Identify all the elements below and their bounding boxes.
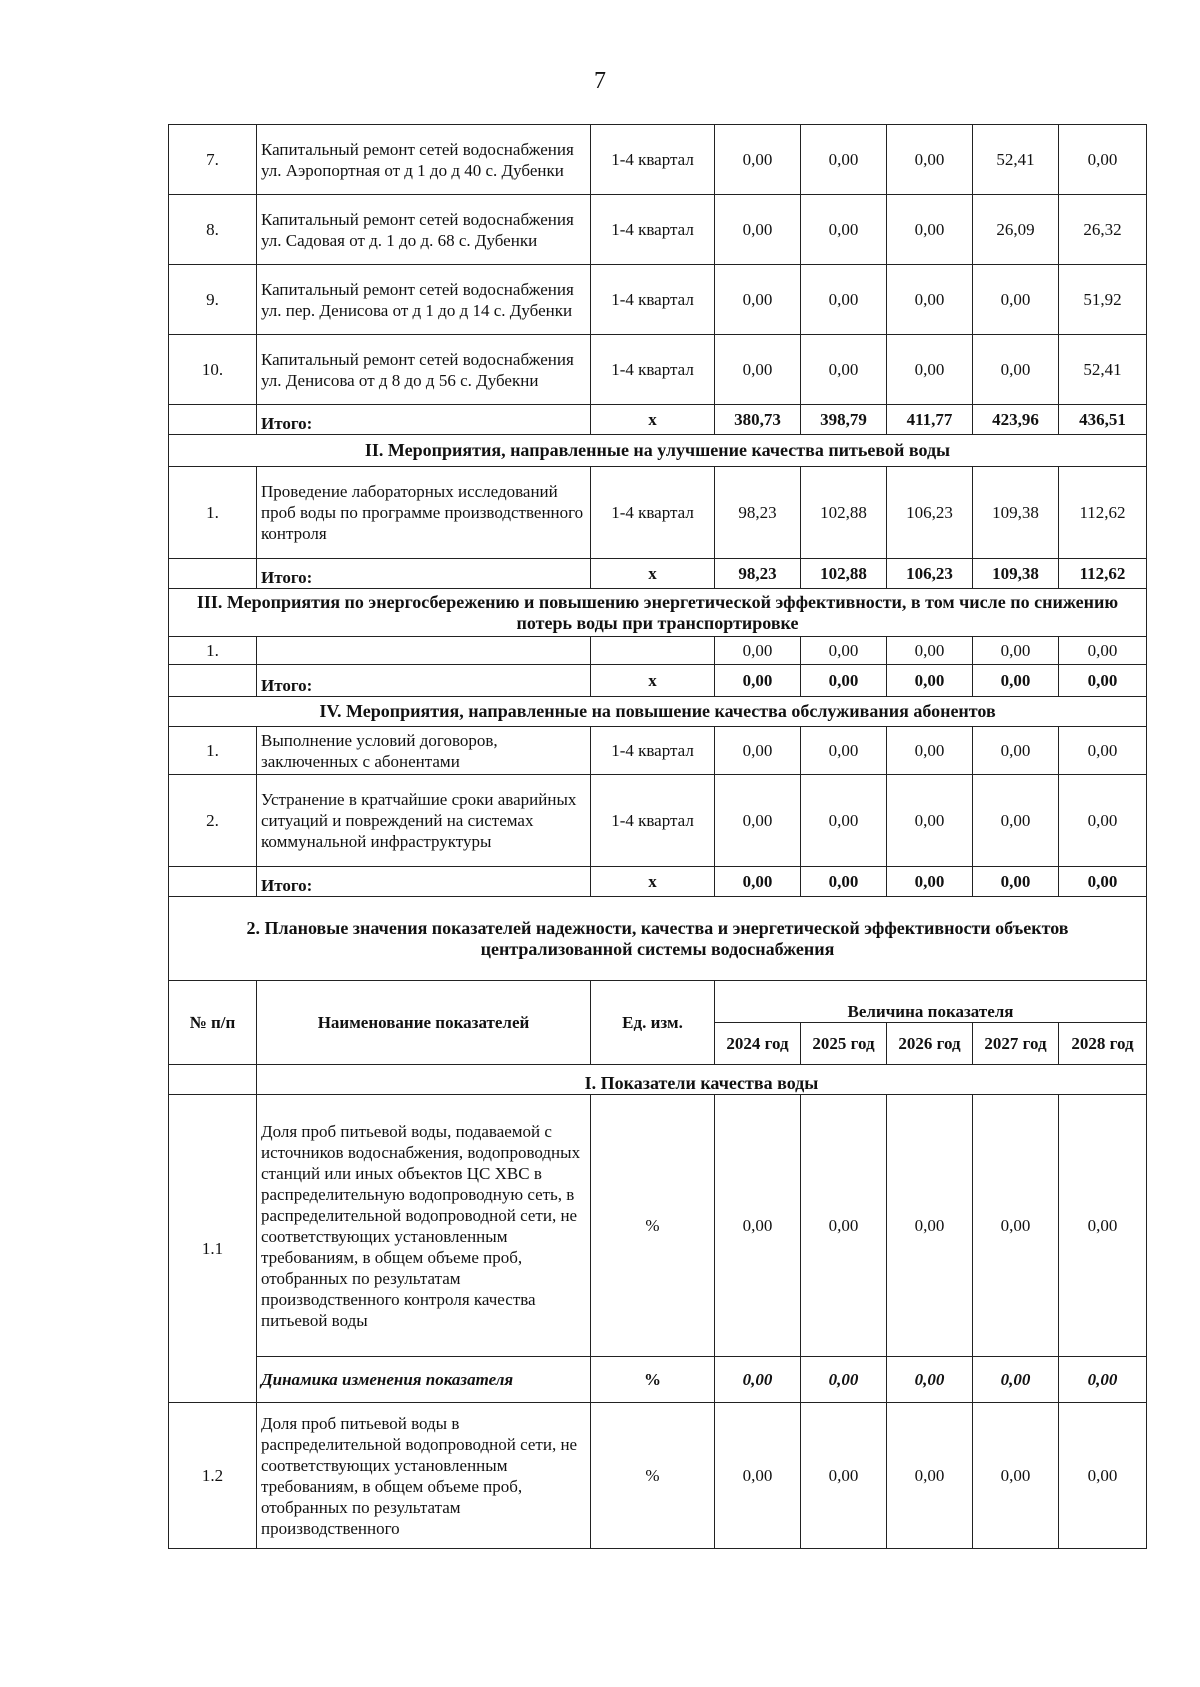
dynamics-2024: 0,00 — [715, 1357, 801, 1403]
header-number: № п/п — [169, 981, 257, 1065]
dynamics-2028: 0,00 — [1059, 1357, 1147, 1403]
row-number: 1. — [169, 727, 257, 775]
row-period — [591, 637, 715, 665]
total-row — [169, 559, 1147, 589]
row-period: 1-4 квартал — [591, 195, 715, 265]
dynamics-unit: % — [591, 1357, 715, 1403]
row-name: Проведение лабораторных исследований проб воды по программе производственного контроля — [257, 467, 591, 559]
value-2024: 0,00 — [715, 727, 801, 775]
dynamics-label: Динамика изменения показателя — [257, 1357, 591, 1403]
total-label: Итого: — [257, 867, 591, 897]
row-number: 7. — [169, 125, 257, 195]
total-2024: 380,73 — [715, 405, 801, 435]
total-2024: 0,00 — [715, 665, 801, 697]
row-number: 1.1 — [169, 1095, 257, 1403]
total-2025: 0,00 — [801, 665, 887, 697]
section-header-row — [169, 697, 1147, 727]
total-2025: 0,00 — [801, 867, 887, 897]
total-2027: 423,96 — [973, 405, 1059, 435]
total-2027: 0,00 — [973, 867, 1059, 897]
total-row — [169, 867, 1147, 897]
value-2024: 0,00 — [715, 335, 801, 405]
total-2027: 0,00 — [973, 665, 1059, 697]
row-period: 1-4 квартал — [591, 467, 715, 559]
row-unit: % — [591, 1403, 715, 1549]
header-year-2028: 2028 год — [1059, 1023, 1147, 1065]
row-name: Капитальный ремонт сетей водоснабжения ул. Денисова от д 8 до д 56 с. Дубекни — [257, 335, 591, 405]
table-row — [169, 637, 1147, 665]
row-period: 1-4 квартал — [591, 335, 715, 405]
value-2027: 0,00 — [973, 335, 1059, 405]
value-2026: 0,00 — [887, 727, 973, 775]
total-2024: 0,00 — [715, 867, 801, 897]
table-row — [169, 265, 1147, 335]
value-2028: 0,00 — [1059, 637, 1147, 665]
header-value-group: Величина показателя — [715, 981, 1147, 1023]
total-x: х — [591, 405, 715, 435]
row-name: Устранение в кратчайшие сроки аварийных ситуаций и повреждений на системах коммунальной инфраструктуры — [257, 775, 591, 867]
row-number: 8. — [169, 195, 257, 265]
total-2028: 0,00 — [1059, 867, 1147, 897]
value-2024: 0,00 — [715, 1403, 801, 1549]
dynamics-row — [169, 1357, 1147, 1403]
row-period: 1-4 квартал — [591, 265, 715, 335]
value-2027: 0,00 — [973, 637, 1059, 665]
value-2027: 0,00 — [973, 1403, 1059, 1549]
value-2025: 0,00 — [801, 775, 887, 867]
value-2026: 0,00 — [887, 775, 973, 867]
value-2024: 0,00 — [715, 195, 801, 265]
total-2024: 98,23 — [715, 559, 801, 589]
value-2025: 0,00 — [801, 637, 887, 665]
total-2026: 411,77 — [887, 405, 973, 435]
value-2026: 0,00 — [887, 637, 973, 665]
total-2026: 0,00 — [887, 867, 973, 897]
page-number: 7 — [594, 68, 606, 94]
table-row — [169, 195, 1147, 265]
document-table — [168, 124, 1147, 1549]
value-2028: 0,00 — [1059, 1095, 1147, 1357]
total-2025: 102,88 — [801, 559, 887, 589]
value-2027: 0,00 — [973, 775, 1059, 867]
value-2027: 0,00 — [973, 265, 1059, 335]
value-2028: 52,41 — [1059, 335, 1147, 405]
value-2024: 0,00 — [715, 637, 801, 665]
section-header-row — [169, 435, 1147, 467]
value-2024: 0,00 — [715, 125, 801, 195]
part2-title: 2. Плановые значения показателей надежности, качества и энергетической эффективности объектов централизованной системы водоснабжения — [169, 897, 1147, 981]
value-2026: 0,00 — [887, 1403, 973, 1549]
row-period: 1-4 квартал — [591, 775, 715, 867]
value-2024: 0,00 — [715, 775, 801, 867]
section-header-row — [169, 1065, 1147, 1095]
value-2025: 102,88 — [801, 467, 887, 559]
total-label: Итого: — [257, 559, 591, 589]
value-2025: 0,00 — [801, 1095, 887, 1357]
value-2028: 0,00 — [1059, 1403, 1147, 1549]
value-2028: 0,00 — [1059, 775, 1147, 867]
value-2024: 98,23 — [715, 467, 801, 559]
total-2027: 109,38 — [973, 559, 1059, 589]
section-header-row — [169, 589, 1147, 637]
row-name: Выполнение условий договоров, заключенных с абонентами — [257, 727, 591, 775]
row-name: Капитальный ремонт сетей водоснабжения ул. Аэропортная от д 1 до д 40 с. Дубенки — [257, 125, 591, 195]
value-2027: 109,38 — [973, 467, 1059, 559]
value-2028: 26,32 — [1059, 195, 1147, 265]
value-2026: 0,00 — [887, 1095, 973, 1357]
section-title: II. Мероприятия, направленные на улучшение качества питьевой воды — [169, 435, 1147, 467]
value-2025: 0,00 — [801, 335, 887, 405]
total-label: Итого: — [257, 665, 591, 697]
value-2025: 0,00 — [801, 1403, 887, 1549]
total-2025: 398,79 — [801, 405, 887, 435]
section-title: I. Показатели качества воды — [257, 1065, 1147, 1095]
value-2024: 0,00 — [715, 265, 801, 335]
row-name — [257, 637, 591, 665]
value-2027: 0,00 — [973, 727, 1059, 775]
header-year-2027: 2027 год — [973, 1023, 1059, 1065]
value-2027: 26,09 — [973, 195, 1059, 265]
total-x: х — [591, 665, 715, 697]
table-row — [169, 467, 1147, 559]
table-row — [169, 335, 1147, 405]
row-period: 1-4 квартал — [591, 727, 715, 775]
header-year-2025: 2025 год — [801, 1023, 887, 1065]
dynamics-2026: 0,00 — [887, 1357, 973, 1403]
row-unit: % — [591, 1095, 715, 1357]
value-2027: 0,00 — [973, 1095, 1059, 1357]
table-row — [169, 1095, 1147, 1357]
row-number: 2. — [169, 775, 257, 867]
value-2025: 0,00 — [801, 195, 887, 265]
total-2026: 106,23 — [887, 559, 973, 589]
value-2025: 0,00 — [801, 265, 887, 335]
total-row — [169, 405, 1147, 435]
header-name: Наименование показателей — [257, 981, 591, 1065]
total-2028: 112,62 — [1059, 559, 1147, 589]
header-row — [169, 981, 1147, 1023]
table-row — [169, 775, 1147, 867]
total-x: х — [591, 559, 715, 589]
row-name: Доля проб питьевой воды в распределительной водопроводной сети, не соответствующих установленным требованиям, в общем объеме проб, отобранных по результатам производственного — [257, 1403, 591, 1549]
value-2027: 52,41 — [973, 125, 1059, 195]
row-number: 9. — [169, 265, 257, 335]
row-period: 1-4 квартал — [591, 125, 715, 195]
total-2026: 0,00 — [887, 665, 973, 697]
value-2028: 51,92 — [1059, 265, 1147, 335]
value-2028: 0,00 — [1059, 125, 1147, 195]
row-name: Капитальный ремонт сетей водоснабжения ул. Садовая от д. 1 до д. 68 с. Дубенки — [257, 195, 591, 265]
header-year-2024: 2024 год — [715, 1023, 801, 1065]
value-2026: 0,00 — [887, 195, 973, 265]
total-row — [169, 665, 1147, 697]
part2-title-row — [169, 897, 1147, 981]
header-year-2026: 2026 год — [887, 1023, 973, 1065]
total-label: Итого: — [257, 405, 591, 435]
total-2028: 0,00 — [1059, 665, 1147, 697]
value-2028: 112,62 — [1059, 467, 1147, 559]
table-row — [169, 727, 1147, 775]
row-name: Капитальный ремонт сетей водоснабжения ул. пер. Денисова от д 1 до д 14 с. Дубенки — [257, 265, 591, 335]
header-unit: Ед. изм. — [591, 981, 715, 1065]
total-x: х — [591, 867, 715, 897]
value-2026: 0,00 — [887, 335, 973, 405]
dynamics-2025: 0,00 — [801, 1357, 887, 1403]
row-number: 1.2 — [169, 1403, 257, 1549]
value-2025: 0,00 — [801, 125, 887, 195]
value-2026: 106,23 — [887, 467, 973, 559]
dynamics-2027: 0,00 — [973, 1357, 1059, 1403]
table-row — [169, 125, 1147, 195]
section-title: III. Мероприятия по энергосбережению и повышению энергетической эффективности, в том числе по снижению потерь воды при транспортировке — [169, 589, 1147, 637]
value-2025: 0,00 — [801, 727, 887, 775]
value-2028: 0,00 — [1059, 727, 1147, 775]
table-row — [169, 1403, 1147, 1549]
section-title: IV. Мероприятия, направленные на повышение качества обслуживания абонентов — [169, 697, 1147, 727]
value-2026: 0,00 — [887, 265, 973, 335]
row-number: 10. — [169, 335, 257, 405]
row-name: Доля проб питьевой воды, подаваемой с источников водоснабжения, водопроводных станций или иных объектов ЦС ХВС в распределительную водопроводную сеть, в распределительной водопроводной сети, не соответствующих установленным требованиям, в общем объеме проб, отобранных по результатам производственного контроля качества питьевой воды — [257, 1095, 591, 1357]
value-2024: 0,00 — [715, 1095, 801, 1357]
row-number: 1. — [169, 467, 257, 559]
value-2026: 0,00 — [887, 125, 973, 195]
row-number: 1. — [169, 637, 257, 665]
total-2028: 436,51 — [1059, 405, 1147, 435]
